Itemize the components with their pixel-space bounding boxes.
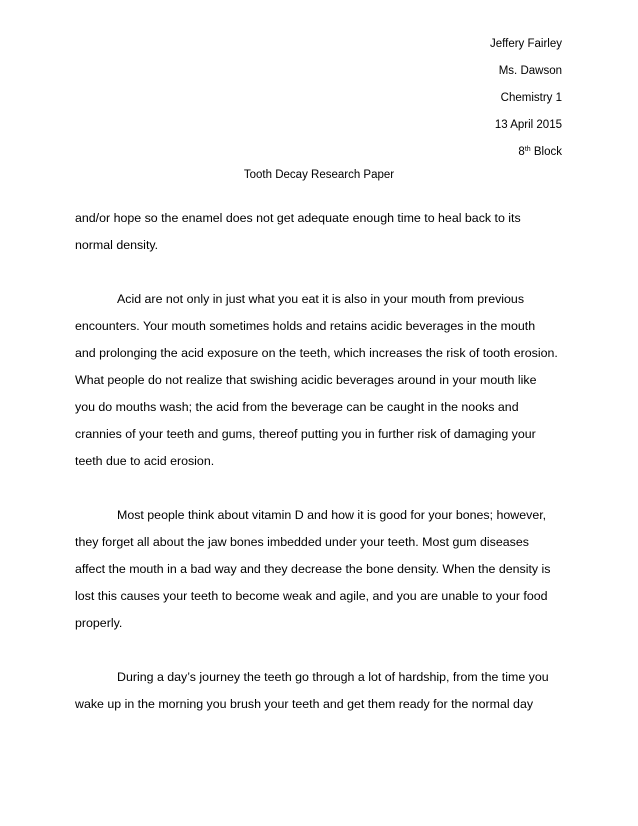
paragraph-line: affect the mouth in a bad way and they decrease the bone density. When the density is <box>75 562 551 576</box>
paragraph <box>75 209 575 263</box>
paragraph-line: During a day’s journey the teeth go through a lot of hardship, from the time you <box>117 670 549 684</box>
paragraph-line: you do mouths wash; the acid from the beverage can be caught in the nooks and <box>75 400 519 414</box>
block-word: Block <box>530 146 562 158</box>
block-number: 8 <box>518 146 525 158</box>
paragraph-line: Most people think about vitamin D and how it is good for your bones; however, <box>117 508 547 522</box>
paragraph-gap <box>75 479 575 506</box>
paragraph-line: crannies of your teeth and gums, thereof putting you in further risk of damaging your <box>75 427 536 441</box>
student-name: Jeffery Fairley <box>489 38 562 50</box>
paper-date: 13 April 2015 <box>494 119 562 131</box>
paper-title: Tooth Decay Research Paper <box>243 169 395 181</box>
paragraph-line: normal density. <box>75 238 159 252</box>
paragraph <box>75 290 575 479</box>
paragraph <box>75 506 575 641</box>
paper-body <box>75 209 575 722</box>
paragraph-gap <box>75 641 575 668</box>
teacher-name: Ms. Dawson <box>498 65 562 77</box>
paragraph-line: What people do not realize that swishing acidic beverages around in your mouth like <box>75 373 537 387</box>
paragraph-line: and prolonging the acid exposure on the teeth, which increases the risk of tooth erosion. <box>75 346 558 360</box>
paragraph-line: encounters. Your mouth sometimes holds and retains acidic beverages in the mouth <box>75 319 536 333</box>
course-name: Chemistry 1 <box>500 92 562 104</box>
paragraph-line: lost this causes your teeth to become weak and agile, and you are unable to your food <box>75 589 548 603</box>
paragraph-gap <box>75 263 575 290</box>
paragraph-line: they forget all about the jaw bones imbedded under your teeth. Most gum diseases <box>75 535 529 549</box>
paragraph-line: Acid are not only in just what you eat it is also in your mouth from previous <box>117 292 525 306</box>
block-suffix: th <box>524 146 531 153</box>
class-block <box>490 146 562 159</box>
author-header <box>490 38 562 173</box>
paragraph-line: properly. <box>75 616 123 630</box>
paragraph-line: teeth due to acid erosion. <box>75 454 215 468</box>
paragraph-line: wake up in the morning you brush your teeth and get them ready for the normal day <box>75 697 534 711</box>
paragraph <box>75 668 575 722</box>
paragraph-line: and/or hope so the enamel does not get adequate enough time to heal back to its <box>75 211 521 225</box>
